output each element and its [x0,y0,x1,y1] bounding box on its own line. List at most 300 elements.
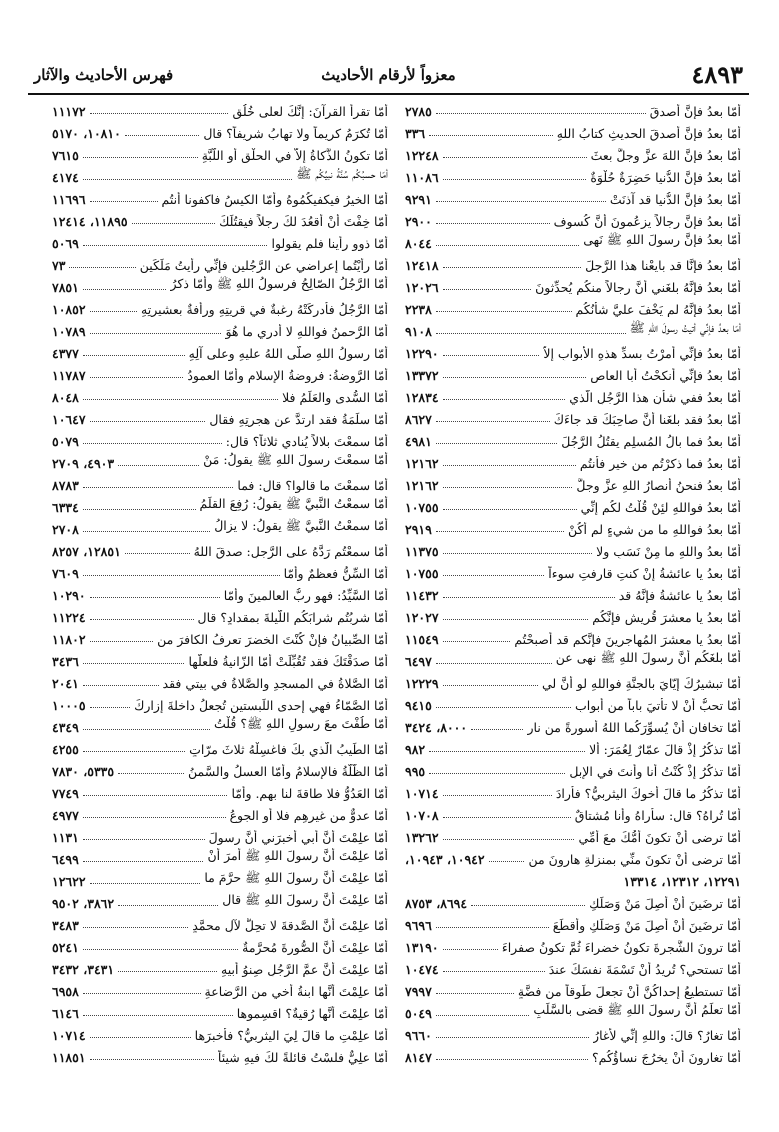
entry-text: أمّا علِمْتَ أنَّها ابنةُ أخي من الرَّضاعةِ [204,984,388,999]
leader-dots [443,399,566,400]
entry-text: أمّا تذكُرُ إذْ قالَ عمّارٌ لِعُمَرَ: ألا [589,742,741,757]
entry-text: أمّا صدَقْتَكَ فقد تُقُبِّلَتْ أمّا الزّانيةُ فلعلَّها [188,654,388,669]
leader-dots [436,201,606,202]
entry-text: أمّا بعدُ فإنَّ رسولَ اللهِ ﷺ نَهى [583,232,741,247]
entry-text: أمّا ترونَ الشَّجرةَ تكونُ خضراءَ ثُمَّ تكونُ صفراءَ [501,940,741,955]
hadith-number: ٤٩٨١ [405,434,432,449]
entry-text: أمّا بعدُ فإنِّي أنكحْتُ أبا العاصِ [590,368,741,383]
hadith-number: ١٢٢٩١، ١٢٣١٢، ١٣٣١٤ [623,874,741,889]
entry-text: أمّا تُراهُ؟ قال: سأراهُ وأنا مُشتاقٌ [574,808,741,823]
index-entry [405,119,741,141]
hadith-number: ١٢٨٥١، ٨٢٥٧ [52,544,121,559]
index-entry [52,427,388,449]
index-entry [52,295,388,317]
index-entry [405,295,741,317]
leader-dots [83,839,205,840]
leader-dots [436,223,550,224]
index-entry [405,735,741,757]
index-entry [52,581,388,603]
entry-text: أمّا خِفْتَ أنْ أقعُدَ لكَ رجلاً فيقتُلَكَ [219,214,388,229]
leader-dots [90,377,184,378]
index-entry [405,845,741,867]
index-entry [405,515,741,537]
index-entry [52,713,388,735]
entry-text: أمّا تقرأُ القرآنَ: إنَّكَ لعلى خُلُقٍ [232,104,388,119]
hadith-number: ١٣٢٦٢ [405,830,439,845]
index-entry [52,449,388,471]
hadith-number: ١٣٣٧٢ [405,368,439,383]
index-entry [405,317,741,339]
hadith-number: ٧٨٥١ [52,280,79,295]
hadith-number: ٩٢٩١ [405,192,432,207]
entry-text: أمّا بعدُ فما ذكرْتُم من خيرٍ فأنتُم [579,456,741,471]
entry-text: أمّا الرَّوضةُ: فروضةُ الإسلامِ وأمّا العمودُ [187,368,388,383]
entry-text: أمّا الرَّجُلُ فأدركَتْهُ رغبةٌ في قريتِهِ ورأفةٌ بعشيرتِهِ [141,302,388,317]
entry-text: أمّا سمعْتَ ما قالوا؟ قال: فما [237,478,388,493]
hadith-number: ٦١٤٦ [52,1006,79,1021]
entry-text: أمّا علِمْتَ أنَّ رسولَ اللهِ ﷺ قال [222,892,388,907]
hadith-number: ٩١٠٨ [405,324,432,339]
leader-dots [83,179,292,180]
entry-text: أمّا طُفْتَ معَ رسولِ اللهِ ﷺ؟ قُلْتُ [213,716,388,731]
hadith-number: ١٠٤٧٤ [405,962,439,977]
hadith-number: ١١١٧٢ [52,104,86,119]
leader-dots [443,949,498,950]
entry-text: أمّا حسبُكُم سُنَّةُ نبيِّكُم ﷺ [296,166,388,181]
leader-dots [443,377,587,378]
index-entry [52,735,388,757]
index-entry [52,339,388,361]
leader-dots [436,333,626,334]
leader-dots [436,531,564,532]
index-entry [405,361,741,383]
leader-dots [69,267,135,268]
hadith-number: ١١٨٩٥، ١٢٤١٤ [52,214,128,229]
index-entry [52,955,388,977]
entry-text: أمّا سمعْتُ النَّبيَّ ﷺ يقولُ: رُفِعَ القلَمُ [199,496,388,511]
hadith-number: ١٠٨٥٢ [52,302,86,317]
index-entry [52,757,388,779]
index-entry [52,779,388,801]
leader-dots [436,1015,530,1016]
entry-text: أمّا تذكُرُ إذْ كُنْتُ أنا وأنتَ في الإبلِ [569,764,741,779]
leader-dots [90,707,131,708]
index-entry [405,691,741,713]
leader-dots [443,971,545,972]
index-entry [52,405,388,427]
hadith-number: ٨٦٩٤، ٨٧٥٣ [405,896,468,911]
leader-dots [83,245,268,246]
leader-dots [83,399,278,400]
leader-dots [436,443,557,444]
leader-dots [90,1059,214,1060]
hadith-number: ١١٢٢٤ [52,610,86,625]
leader-dots [443,641,511,642]
entry-text: أمّا بعدُ فإنَّا قد بايعْنا هذا الرَّجلَ [585,258,741,273]
entry-text: أمّا بعدُ فإنَّ الدُّنيا قد آذنَتْ [609,192,741,207]
index-entry [405,273,741,295]
hadith-number: ١٠٨١٠، ٥١٧٠ [52,126,121,141]
leader-dots [90,333,222,334]
entry-text: أمّا علِمْتَ أنَّ الصَّدقةَ لا تحِلُّ لآلِ محمَّدٍ [192,918,388,933]
leader-dots [436,421,550,422]
entry-text: أمّا تخافانِ أنْ يُسوِّرَكُما اللهُ أسورةً من نارٍ [527,720,741,735]
leader-dots [90,113,229,114]
index-entry [405,1043,741,1065]
hadith-number: ٣٨٦٢، ٩٥٠٢ [52,896,115,911]
hadith-number: ١٠٧١٤ [52,1028,86,1043]
entry-text: أمّا الخيرُ فيكفيكُمُوهُ وأمّا الكيسُ فاكفونا أنتُم [161,192,388,207]
hadith-number: ١١٥٤٩ [405,632,439,647]
index-entry [52,1021,388,1043]
leader-dots [443,487,573,488]
hadith-number: ٨٠٤٤ [405,236,432,251]
index-entry [405,603,741,625]
index-entry [52,889,388,911]
leader-dots [90,201,158,202]
hadith-number: ١٠٧١٤ [405,786,439,801]
entry-text: أمّا بعدُ يا عائشةُ فإنَّهُ قد [618,588,741,603]
index-entry [52,207,388,229]
index-entry [52,823,388,845]
entry-text: أمّا الرَّجُلُ الصّالِحُ فرسولُ اللهِ ﷺ وأمّا ذكرُ [170,276,388,291]
hadith-number: ٩٤١٥ [405,698,432,713]
leader-dots [443,839,575,840]
leader-dots [443,575,545,576]
leader-dots [443,597,615,598]
hadith-number: ١١٦٩٦ [52,192,86,207]
leader-dots [83,729,210,730]
header-rule [28,93,749,95]
leader-dots [83,531,210,532]
leader-dots [90,883,201,884]
index-entry [52,471,388,493]
entry-text: أمّا علِمْتَ أنَّ رسولَ اللهِ ﷺ أمرَ أنْ [207,848,388,863]
index-entry [405,669,741,691]
entry-text: أمّا تستطيعُ إحداكُنَّ أنْ تجعلَ طَوقاً من فضَّةٍ [517,984,741,999]
index-entry [52,1043,388,1065]
leader-dots [90,619,194,620]
leader-dots [83,795,228,796]
hadith-number: ٣٤٣٦ [52,654,79,669]
index-entry [405,229,741,251]
leader-dots [83,861,204,862]
index-entry [405,889,741,911]
hadith-number: ١٢٠٢٧ [405,610,439,625]
hadith-number: ١١٣١ [52,830,79,845]
hadith-number: ١٢٦٢٢ [52,874,86,889]
hadith-number: ٨١٤٧ [405,1050,432,1065]
leader-dots [83,443,222,444]
entry-text: أمّا بعدُ فإنِّي أمرْتُ بسدِّ هذهِ الأبوابِ إلاّ [543,346,741,361]
index-entry [405,97,741,119]
entry-text: أمّا بعدُ فإنَّ رجالاً يزعُمونَ أنَّ كُسوف [553,214,741,229]
hadith-number: ٢٧٨٥ [405,104,432,119]
index-entry [405,1021,741,1043]
index-entry [405,185,741,207]
index-entry [52,933,388,955]
index-entry [405,647,741,669]
hadith-number: ١٠٧٠٨ [405,808,439,823]
hadith-number: ٣٣٦ [405,126,426,141]
index-entry [52,119,388,141]
hadith-number: ٢٧٠٨ [52,522,79,537]
entry-text: أمّا بلغَكُم أنَّ رسولَ اللهِ ﷺ نهى عن [555,650,741,665]
index-entry [52,801,388,823]
entry-text: أمّا الظُّلّةُ فالإسلامُ وأمّا العسلُ والسَّمنُ [188,764,388,779]
index-entry [405,823,741,845]
hadith-number: ١١٤٣٢ [405,588,439,603]
entry-text: أمّا تبشيرُكَ إيّايَ بالجنَّةِ فواللهِ لو أنَّ لي [541,676,741,691]
index-entry [52,669,388,691]
hadith-number: ٨٠٤٨ [52,390,79,405]
index-entry [52,647,388,669]
entry-text: أمّا ذوو رأينا فلم يقولوا [271,236,388,251]
index-entry [405,449,741,471]
hadith-number: ٥٠٤٩ [405,1006,432,1021]
entry-text: أمّا بعدُ فإنَّهُ لم يَخْفَ عليَّ شأنُكُم [575,302,741,317]
leader-dots [436,1037,589,1038]
leader-dots [443,619,589,620]
running-title: معزواً لأرقام الأحاديث [321,66,456,84]
index-entry [52,867,388,889]
leader-dots [125,135,200,136]
leader-dots [443,553,593,554]
hadith-number: ٨٠٠٠، ٣٤٢٤ [405,720,468,735]
entry-text: أمّا بعدُ واللهِ ما مِنْ نَسَبٍ ولا [596,544,741,559]
leader-dots [443,465,576,466]
entry-text: أمّا تغارونَ أنْ يخرُجَ نساؤُكُم؟ [592,1050,741,1065]
leader-dots [443,289,531,290]
entry-text: أمّا بعدُ فإنَّ الدُّنيا حَضِرَةٌ حُلْوَةٌ [590,170,741,185]
leader-dots [90,421,206,422]
hadith-number: ١١٠٨٦ [405,170,439,185]
entry-text: أمّا تعلَمُ أنَّ رسولَ اللهِ ﷺ قضى بالسَّلَبِ [533,1002,741,1017]
leader-dots [436,707,571,708]
hadith-number: ١١٣٧٥ [405,544,439,559]
index-entry [405,493,741,515]
hadith-number: ١٢٢٤٨ [405,148,439,163]
entry-text: أمّا الصَّلاةُ في المسجدِ والصَّلاةُ في بيتي فقد [162,676,388,691]
entry-text: أمّا بعدُ يا معشرَ قُريشٍ فإنَّكُم [592,610,741,625]
index-entry [52,999,388,1021]
leader-dots [443,267,582,268]
entry-text: أمّا علِمْتَ أنَّ الصُّورةَ مُحرَّمةٌ [242,940,388,955]
entry-text: أمّا بعدُ فإنَّ أصدقَ الحديثِ كتابُ اللهِ [556,126,741,141]
hadith-number: ٤١٧٤ [52,170,79,185]
index-entry [405,713,741,735]
hadith-number: ٨٧٨٣ [52,478,79,493]
hadith-number: ٨٦٢٧ [405,412,432,427]
entry-text: أمّا عدوٌّ من غيرِهِم فلا أو الجوعُ [229,808,388,823]
index-entry [405,427,741,449]
entry-text: أمّا رسولُ اللهِ صلّى اللهُ عليهِ وعلى آلِهِ [188,346,388,361]
index-entry [52,603,388,625]
leader-dots [83,751,185,752]
entry-text: أمّا سمعْتَ رسولَ اللهِ ﷺ يقولُ: مَنْ [203,452,388,467]
entry-text: أمّا بعدُ يا معشرَ المُهاجرينَ فإنَّكم قد أصبحْتُم [514,632,741,647]
index-entry [405,911,741,933]
leader-dots [436,993,514,994]
hadith-number: ١٢٤١٨ [405,258,439,273]
index-entry [405,405,741,427]
leader-dots [436,113,646,114]
entry-text: أمّا سلَمَةُ فقد ارتدَّ عن هجرتِهِ فقال [209,412,388,427]
hadith-number: ٤٢٥٥ [52,742,79,757]
hadith-number: ٦٣٣٤ [52,500,79,515]
hadith-number: ٩٦٩٦ [405,918,432,933]
hadith-number: ٥٢٤١ [52,940,79,955]
entry-text: أمّا العَدُوُّ فلا طاقةَ لنا بهم. وأمّا [231,786,388,801]
leader-dots [83,1015,233,1016]
index-entry [52,163,388,185]
hadith-number: ١٣١٩٠ [405,940,439,955]
entry-text: أمّا بعدُ فإنَّ أصدقَ [649,104,741,119]
hadith-number: ٧٦٠٩ [52,566,79,581]
hadith-number: ١٠٠٠٥ [52,698,86,713]
entry-text: أمّا بعدُ فقد بلغَنا أنَّ صاحِبَكَ قد جاءَكَ [553,412,741,427]
hadith-number: ١٢٠٢٦ [405,280,439,295]
hadith-number: ٧٣ [52,258,66,273]
hadith-number: ١٠٦٤٧ [52,412,86,427]
entry-text: أمّا السُّدى والعَلَمُ فلا [282,390,388,405]
index-entry [405,207,741,229]
index-entry [52,97,388,119]
hadith-number: ٥٠٧٩ [52,434,79,449]
hadith-number: ١٢١٦٢ [405,456,439,471]
hadith-number: ١٢٢٢٩ [405,676,439,691]
hadith-number: ١٠٩٤٢، ١٠٩٤٣، [405,852,485,867]
leader-dots [83,949,238,950]
leader-dots [90,641,153,642]
index-entry [52,273,388,295]
index-entry [52,625,388,647]
leader-dots [83,663,185,664]
index-entry [405,999,741,1021]
entry-text: أمّا تذكُرُ ما قالَ أخوكَ اليثربيُّ؟ فأرادَ [555,786,741,801]
entry-text: أمّا بعدُ فنحنُ أنصارُ اللهِ عزَّ وجلَّ [576,478,741,493]
index-entry [405,955,741,977]
hadith-number: ٣٤٨٣ [52,918,79,933]
leader-dots [83,509,196,510]
entry-text: أمّا علِمْتِ ما قالَ لِيَ اليثربيُّ؟ فأخبرَها [194,1028,388,1043]
leader-dots [132,223,216,224]
leader-dots [118,465,199,466]
hadith-number: ١٠٧٥٥ [405,566,439,581]
leader-dots [429,135,553,136]
index-entry [405,867,741,889]
entry-text: أمّا ترضى أنْ تكونَ أُمُّكَ معَ أُمِّي [578,830,741,845]
entry-text: أمّا ترضَينَ أنْ أصِلَ مَنْ وَصَلَكِ وأقطَعَ [552,918,741,933]
index-entry [405,141,741,163]
index-entry [52,383,388,405]
hadith-number: ٦٤٩٧ [405,654,432,669]
leader-dots [83,355,185,356]
leader-dots [83,157,198,158]
leader-dots [90,597,220,598]
leader-dots [443,157,587,158]
hadith-number: ٤٣٧٧ [52,346,79,361]
leader-dots [471,905,585,906]
entry-text: أمّا سمعْتَ بلالاً يُنادي ثلاثاً؟ قال: [225,434,388,449]
hadith-number: ١٠٢٩٠ [52,588,86,603]
leader-dots [118,905,218,906]
hadith-number: ٥٣٣٥، ٧٨٣٠ [52,764,115,779]
hadith-number: ٩٨٢ [405,742,426,757]
hadith-number: ٩٦٦٠ [405,1028,432,1043]
entry-text: أمّا بعدُ فما بالُ المُسلِمِ يقتُلُ الرَّجُلَ [561,434,741,449]
index-entry [52,515,388,537]
leader-dots [429,751,585,752]
index-entry [405,933,741,955]
index-entry [405,471,741,493]
leader-dots [443,795,552,796]
index-entry [52,537,388,559]
hadith-number: ٢٩٠٠ [405,214,432,229]
entry-text: أمّا شربُتُم شرابَكُم اللَّيلةَ بمقدادٍ؟ قال [197,610,388,625]
entry-text: أمّا بعدُ فواللهِ لئِنْ قُلْتُ لكُم إنِّي [580,500,741,515]
hadith-number: ١٠٧٨٩ [52,324,86,339]
entry-text: أمّا السَّيِّدُ: فهو ربُّ العالمينَ وأمّا [223,588,388,603]
leader-dots [83,487,234,488]
index-entry [405,537,741,559]
leader-dots [436,663,552,664]
hadith-number: ٦٤٩٩ [52,852,79,867]
section-title: فهرس الأحاديث والآثار [34,66,174,84]
hadith-number: ١١٨٠٢ [52,632,86,647]
index-column-left [52,97,388,1065]
entry-text: أمّا الرَّحمنُ فواللهِ لا أدري ما هُوَ [225,324,388,339]
leader-dots [443,817,571,818]
leader-dots [83,289,167,290]
index-entry [52,559,388,581]
hadith-number: ١٢١٦٢ [405,478,439,493]
entry-text: أمّا بعدُ فواللهِ ما من شيءٍ لم أكُنْ [568,522,741,537]
leader-dots [471,729,523,730]
hadith-number: ١١٧٨٧ [52,368,86,383]
page-header [28,58,749,92]
entry-text: أمّا علِمْتَ أنَّ عمَّ الرَّجُلِ صِنوُ أبيهِ [221,962,388,977]
leader-dots [83,927,188,928]
hadith-number: ١٠٧٥٥ [405,500,439,515]
entry-text: أمّا سمعْتُم رَدَّهُ على الرَّجلِ: صدقَ اللهُ [193,544,388,559]
entry-text: أمّا بعدُ فإنَّ اللهَ عزَّ وجلَّ بعثَ [590,148,741,163]
leader-dots [429,773,565,774]
leader-dots [436,311,572,312]
leader-dots [125,553,190,554]
index-entry [405,251,741,273]
leader-dots [83,685,159,686]
leader-dots [83,993,201,994]
entry-text: أمّا علِيٌّ فلسْتُ قائلةً لكَ فيهِ شيئاً [217,1050,388,1065]
entry-text: أمّا ترضَينَ أنْ أصِلَ مَنْ وَصَلَكِ [589,896,741,911]
entry-text: أمّا تُكرَمُ كريماً ولا تهابُ شريفاً؟ قال [203,126,388,141]
index-entry [405,779,741,801]
leader-dots [90,1037,191,1038]
entry-text: أمّا الطِّيبُ الَّذي بكَ فاغسِلْهُ ثلاثَ مرّاتٍ [189,742,388,757]
hadith-number: ٣٤٣١، ٣٤٣٢ [52,962,115,977]
index-entry [52,691,388,713]
index-entry [52,317,388,339]
index-entry [405,383,741,405]
index-entry [52,251,388,273]
leader-dots [436,1059,588,1060]
hadith-number: ٤٩٧٧ [52,808,79,823]
entry-text: أمّا سمعْتُ النَّبيَّ ﷺ يقولُ: لا يزالُ [214,518,388,533]
entry-text: أمّا بعدُ ففي شأنِ هذا الرَّجُلِ الَّذي [569,390,741,405]
leader-dots [118,971,217,972]
entry-text: أمّا تحبُّ أنْ لا تأتيَ باباً من أبوابِ [574,698,741,713]
